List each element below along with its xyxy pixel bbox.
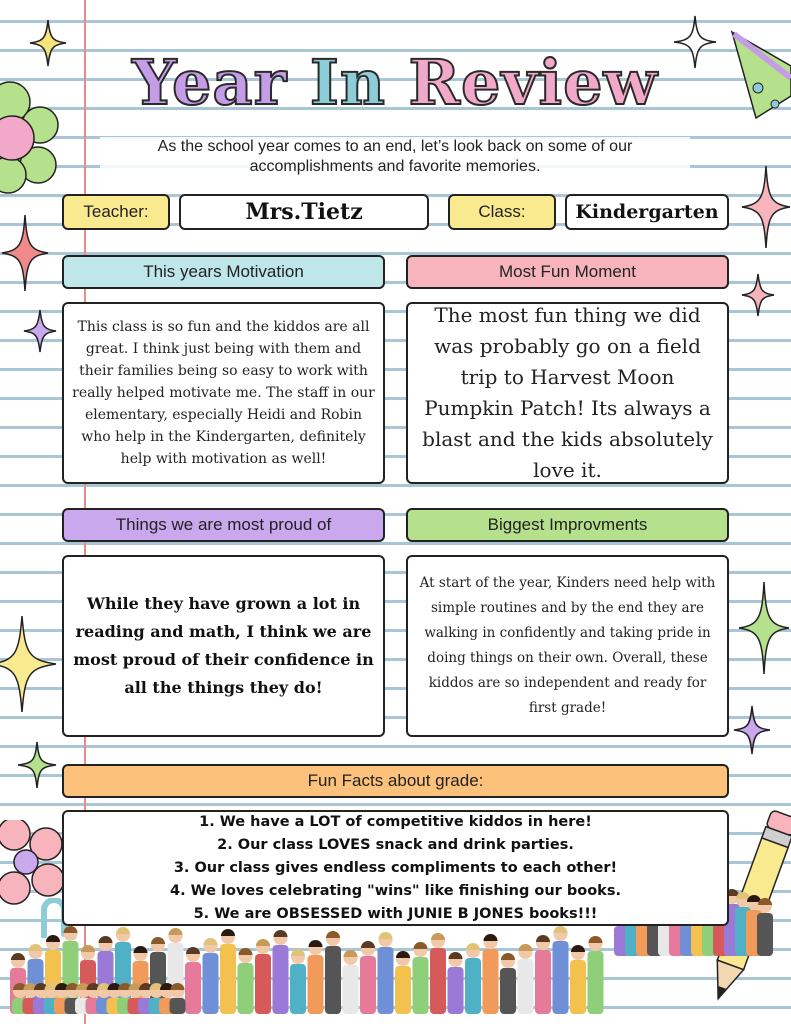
sparkle-icon [28,18,68,68]
sparkle-icon [0,614,58,714]
fun-facts-list [62,810,729,926]
title-word-review: Review [408,46,658,119]
child-figure [325,931,341,1014]
sparkle-icon [736,580,791,676]
fun-moment-text: The most fun thing we did was probably go on a field trip to Harvest Moon Pumpkin Patch! Its always a blast and the kids absolutely love it. [406,302,729,484]
sparkle-icon [738,164,791,250]
child-figure [553,926,569,1014]
child-figure [308,940,324,1014]
motivation-heading: This years Motivation [62,255,385,289]
class-label: Class: [448,194,556,230]
fun-fact-item: 1. We have a LOT of competitive kiddos in here! [199,813,592,830]
child-figure [185,947,201,1014]
fun-fact-item: 5. We are OBSESSED with JUNIE B JONES books!!! [193,905,598,922]
sparkle-icon [16,740,58,790]
fun-facts-heading: Fun Facts about grade: [62,764,729,798]
sparkle-icon [732,704,772,756]
sparkle-icon [0,213,50,293]
class-name: Kindergarten [565,194,729,230]
child-figure [413,942,429,1014]
sparkle-icon [22,308,58,354]
child-figure [170,983,186,1014]
teacher-name: Mrs.Tietz [179,194,429,230]
fun-moment-heading: Most Fun Moment [406,255,729,289]
child-figure [757,898,773,956]
fun-fact-item: 3. Our class gives endless compliments to each other! [173,859,618,876]
proud-heading: Things we are most proud of [62,508,385,542]
child-figure [395,951,411,1014]
intro-text: As the school year comes to an end, let’s look back on some of our accomplishments and favorite memories. [100,137,690,177]
proud-text: While they have grown a lot in reading and math, I think we are most proud of their confidence in all the things they do! [62,555,385,737]
child-figure [273,930,289,1014]
flower-icon [0,80,60,195]
improvements-text: At start of the year, Kinders need help with simple routines and by the end they are walking in confidently and taking pride in doing things on their own. Overall, these kiddos are so independent and ready for first grade! [406,555,729,737]
child-figure [588,936,604,1014]
child-figure [448,952,464,1014]
child-figure [465,943,481,1014]
child-figure [570,945,586,1014]
fun-fact-item: 2. Our class LOVES snack and drink parties. [217,836,574,853]
child-figure [360,941,376,1014]
page-title [100,46,690,119]
child-figure [290,949,306,1014]
child-figure [483,934,499,1014]
flower-icon [0,820,66,906]
sparkle-icon [740,272,776,318]
child-figure [203,938,219,1014]
child-figure [518,944,534,1014]
child-figure [500,953,516,1014]
party-hat-icon [730,26,791,122]
fun-fact-item: 4. We loves celebrating "wins" like finishing our books. [170,882,621,899]
child-figure [535,935,551,1014]
title-word-year: Year [132,46,288,119]
child-figure [220,929,236,1014]
child-figure [430,933,446,1014]
teacher-label: Teacher: [62,194,170,230]
motivation-text: This class is so fun and the kiddos are all great. I think just being with them and their families being so easy to work with really helped motivate me. The staff in our elementary, especially Heidi and Robin who help in the Kindergarten, definitely help with motivation as well! [62,302,385,484]
child-figure [343,950,359,1014]
class-photo [8,922,608,1014]
improvements-heading: Biggest Improvments [406,508,729,542]
title-word-in: In [309,46,386,119]
child-figure [238,948,254,1014]
child-figure [378,932,394,1014]
child-figure [255,939,271,1014]
